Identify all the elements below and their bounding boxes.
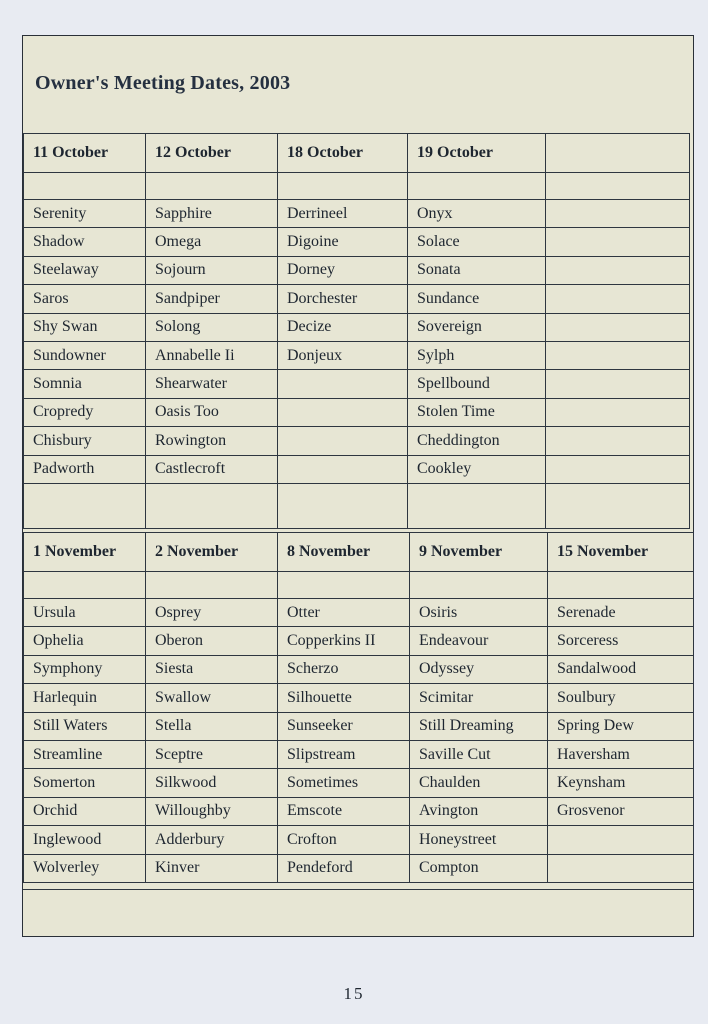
boat-name-cell: Sometimes: [278, 769, 410, 797]
november-meetings-table: [23, 532, 694, 883]
boat-name-cell: Swallow: [146, 684, 278, 712]
boat-name-cell: Dorney: [278, 256, 408, 284]
blank-cell: [408, 173, 546, 200]
boat-name-cell: Sandalwood: [548, 655, 694, 683]
date-header-row: [24, 134, 690, 173]
boat-name-cell: Odyssey: [410, 655, 548, 683]
blank-row: [24, 173, 690, 200]
boat-name-cell: Cropredy: [24, 398, 146, 426]
boat-name-cell: Harlequin: [24, 684, 146, 712]
boat-name-cell: Sorceress: [548, 627, 694, 655]
boat-name-cell: Willoughby: [146, 797, 278, 825]
boat-name-cell: Sundance: [408, 285, 546, 313]
boat-name-cell: Crofton: [278, 826, 410, 854]
date-header: 12 October: [146, 134, 278, 173]
boat-name-cell: Sonata: [408, 256, 546, 284]
blank-cell: [548, 572, 694, 599]
table-row: [24, 200, 690, 228]
boat-name-cell: Orchid: [24, 797, 146, 825]
boat-name-cell: Silhouette: [278, 684, 410, 712]
boat-name-cell: Spring Dew: [548, 712, 694, 740]
table-row: [24, 826, 694, 854]
boat-name-cell: Sylph: [408, 341, 546, 369]
boat-name-cell: Soulbury: [548, 684, 694, 712]
table-row: [24, 341, 690, 369]
bottom-margin-band: [23, 889, 693, 936]
boat-name-cell: Somerton: [24, 769, 146, 797]
blank-cell: [408, 483, 546, 528]
table-row: [24, 313, 690, 341]
date-header: 9 November: [410, 533, 548, 572]
blank-cell: [546, 483, 690, 528]
boat-name-cell: Spellbound: [408, 370, 546, 398]
october-meetings-table: [23, 133, 690, 529]
boat-name-cell: [546, 455, 690, 483]
boat-name-cell: Sapphire: [146, 200, 278, 228]
boat-name-cell: Sovereign: [408, 313, 546, 341]
table-row: [24, 740, 694, 768]
boat-name-cell: [546, 256, 690, 284]
table-row: [24, 427, 690, 455]
boat-name-cell: Saros: [24, 285, 146, 313]
table-row: [24, 228, 690, 256]
boat-name-cell: Derrineel: [278, 200, 408, 228]
blank-cell: [146, 173, 278, 200]
boat-name-cell: Onyx: [408, 200, 546, 228]
boat-name-cell: Serenade: [548, 599, 694, 627]
blank-cell: [24, 173, 146, 200]
boat-name-cell: Keynsham: [548, 769, 694, 797]
boat-name-cell: Somnia: [24, 370, 146, 398]
boat-name-cell: Oberon: [146, 627, 278, 655]
boat-name-cell: [546, 398, 690, 426]
boat-name-cell: Haversham: [548, 740, 694, 768]
boat-name-cell: Scimitar: [410, 684, 548, 712]
table-row: [24, 797, 694, 825]
boat-name-cell: Silkwood: [146, 769, 278, 797]
boat-name-cell: Shearwater: [146, 370, 278, 398]
boat-name-cell: [546, 285, 690, 313]
date-header: 2 November: [146, 533, 278, 572]
boat-name-cell: Saville Cut: [410, 740, 548, 768]
boat-name-cell: [278, 427, 408, 455]
boat-name-cell: Donjeux: [278, 341, 408, 369]
boat-name-cell: Ursula: [24, 599, 146, 627]
boat-name-cell: Oasis Too: [146, 398, 278, 426]
boat-name-cell: Stolen Time: [408, 398, 546, 426]
boat-name-cell: Chisbury: [24, 427, 146, 455]
boat-name-cell: [278, 370, 408, 398]
schedule-sheet: [22, 35, 694, 937]
blank-cell: [146, 483, 278, 528]
blank-cell: [278, 572, 410, 599]
boat-name-cell: Cookley: [408, 455, 546, 483]
boat-name-cell: Chaulden: [410, 769, 548, 797]
boat-name-cell: Symphony: [24, 655, 146, 683]
page-number: 15: [343, 984, 365, 1003]
table-row: [24, 769, 694, 797]
boat-name-cell: [546, 427, 690, 455]
table-row: [24, 627, 694, 655]
blank-cell: [24, 572, 146, 599]
boat-name-cell: Stella: [146, 712, 278, 740]
boat-name-cell: [548, 854, 694, 882]
blank-cell: [24, 483, 146, 528]
boat-name-cell: Grosvenor: [548, 797, 694, 825]
boat-name-cell: Wolverley: [24, 854, 146, 882]
boat-name-cell: Compton: [410, 854, 548, 882]
date-header: 11 October: [24, 134, 146, 173]
date-header: 1 November: [24, 533, 146, 572]
boat-name-cell: Copperkins II: [278, 627, 410, 655]
boat-name-cell: Otter: [278, 599, 410, 627]
blank-cell: [546, 173, 690, 200]
blank-cell: [278, 483, 408, 528]
blank-cell: [410, 572, 548, 599]
boat-name-cell: Shadow: [24, 228, 146, 256]
boat-name-cell: Castlecroft: [146, 455, 278, 483]
boat-name-cell: Kinver: [146, 854, 278, 882]
boat-name-cell: Ophelia: [24, 627, 146, 655]
boat-name-cell: Solong: [146, 313, 278, 341]
boat-name-cell: [278, 455, 408, 483]
boat-name-cell: Decize: [278, 313, 408, 341]
boat-name-cell: [546, 200, 690, 228]
boat-name-cell: Solace: [408, 228, 546, 256]
boat-name-cell: Steelaway: [24, 256, 146, 284]
date-header-row: [24, 533, 694, 572]
spacer-row: [24, 483, 690, 528]
boat-name-cell: Digoine: [278, 228, 408, 256]
table-row: [24, 599, 694, 627]
table-row: [24, 256, 690, 284]
table-row: [24, 684, 694, 712]
boat-name-cell: Emscote: [278, 797, 410, 825]
boat-name-cell: Rowington: [146, 427, 278, 455]
boat-name-cell: [546, 341, 690, 369]
boat-name-cell: Dorchester: [278, 285, 408, 313]
boat-name-cell: Pendeford: [278, 854, 410, 882]
boat-name-cell: Sandpiper: [146, 285, 278, 313]
table-row: [24, 455, 690, 483]
boat-name-cell: Endeavour: [410, 627, 548, 655]
boat-name-cell: Sunseeker: [278, 712, 410, 740]
date-header: 19 October: [408, 134, 546, 173]
date-header: [546, 134, 690, 173]
date-header: 8 November: [278, 533, 410, 572]
boat-name-cell: [546, 370, 690, 398]
boat-name-cell: [278, 398, 408, 426]
boat-name-cell: Siesta: [146, 655, 278, 683]
boat-name-cell: Sceptre: [146, 740, 278, 768]
boat-name-cell: Shy Swan: [24, 313, 146, 341]
table-row: [24, 854, 694, 882]
table-row: [24, 655, 694, 683]
blank-cell: [146, 572, 278, 599]
boat-name-cell: Cheddington: [408, 427, 546, 455]
boat-name-cell: Omega: [146, 228, 278, 256]
boat-name-cell: Slipstream: [278, 740, 410, 768]
boat-name-cell: Serenity: [24, 200, 146, 228]
table-row: [24, 398, 690, 426]
boat-name-cell: Avington: [410, 797, 548, 825]
boat-name-cell: Osprey: [146, 599, 278, 627]
table-row: [24, 285, 690, 313]
boat-name-cell: [548, 826, 694, 854]
boat-name-cell: Sojourn: [146, 256, 278, 284]
boat-name-cell: Annabelle Ii: [146, 341, 278, 369]
boat-name-cell: Still Dreaming: [410, 712, 548, 740]
date-header: 15 November: [548, 533, 694, 572]
boat-name-cell: Streamline: [24, 740, 146, 768]
table-row: [24, 712, 694, 740]
page-title: Owner's Meeting Dates, 2003: [35, 72, 291, 94]
boat-name-cell: Honeystreet: [410, 826, 548, 854]
blank-cell: [278, 173, 408, 200]
boat-name-cell: Inglewood: [24, 826, 146, 854]
boat-name-cell: [546, 228, 690, 256]
boat-name-cell: Padworth: [24, 455, 146, 483]
boat-name-cell: [546, 313, 690, 341]
boat-name-cell: Scherzo: [278, 655, 410, 683]
boat-name-cell: Adderbury: [146, 826, 278, 854]
boat-name-cell: Sundowner: [24, 341, 146, 369]
table-row: [24, 370, 690, 398]
date-header: 18 October: [278, 134, 408, 173]
boat-name-cell: Still Waters: [24, 712, 146, 740]
blank-row: [24, 572, 694, 599]
boat-name-cell: Osiris: [410, 599, 548, 627]
